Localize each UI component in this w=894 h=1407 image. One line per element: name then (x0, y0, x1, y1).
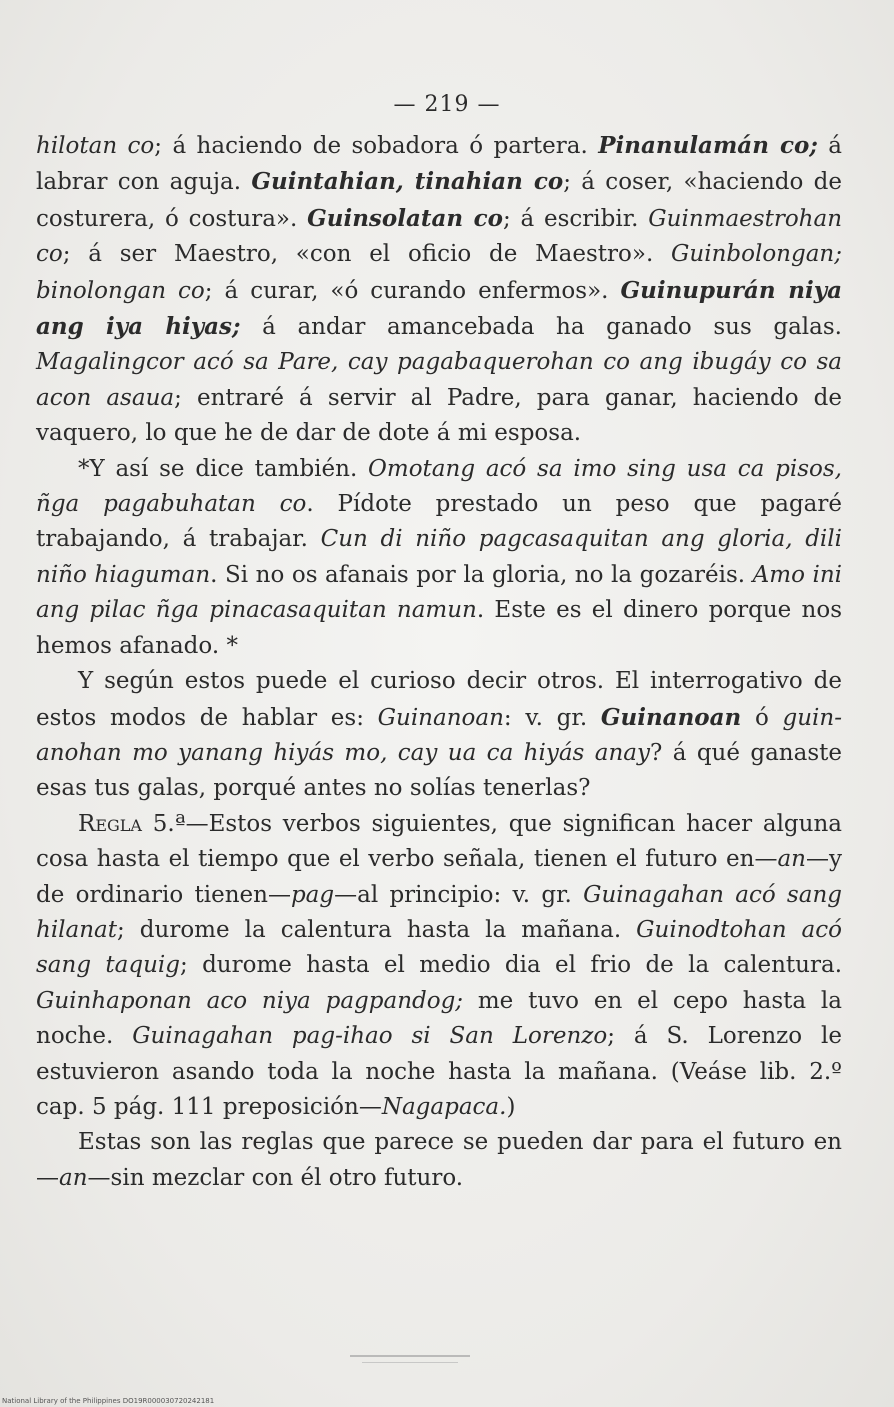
text-run: . Pídote prestado un peso que pagaré trabajando, á trabajar. (36, 491, 842, 553)
text-run: Guinagahan acó sang hilanat (36, 881, 842, 943)
text-run: Guinhaponan aco niya pagpandog; (36, 987, 464, 1014)
text-run: Guinbolongan; binolongan co (36, 241, 842, 304)
text-run: guin-anohan mo yanang hiyás mo, cay ua ca hiyás anay (36, 704, 842, 766)
text-run: Estas son las reglas que parece se pueden dar para el futuro en— (36, 1129, 842, 1191)
text-run: me tuvo en el cepo hasta la noche. (36, 987, 842, 1050)
text-run: . Este es el dinero porque nos hemos afanado. * (36, 597, 843, 659)
paragraph (36, 807, 842, 1126)
text-run: . Si no os afanais por la gloria, no la gozaréis. (210, 561, 753, 588)
text-run: Pinanulamán co; (598, 132, 818, 159)
text-run: Guinodtohan acó sang taquig (36, 916, 842, 979)
paragraph (36, 664, 842, 807)
text-run: ; entraré á servir al Padre, para ganar, haciendo de vaquero, lo que he de dar de dote á mi esposa. (36, 384, 842, 447)
body-text (36, 128, 842, 1196)
text-run: ; á haciendo de sobadora ó partera. (154, 133, 599, 159)
text-run: Y según estos puede el curioso decir otros. El interrogativo de estos modos de hablar es: (36, 668, 842, 731)
text-run: ; á coser, «haciendo de costurera, ó costura». (36, 169, 843, 232)
text-run: an (59, 1164, 88, 1191)
text-run: : v. gr. (503, 704, 601, 731)
text-run: *Y así se dice también. (78, 455, 369, 482)
text-run: á andar amancebada ha ganado sus galas. (240, 314, 842, 341)
text-run: Nagapaca. (381, 1093, 507, 1120)
text-run: Guinmaestrohan co (36, 205, 843, 268)
text-run: hilotan co (36, 133, 155, 159)
text-run: an (777, 846, 806, 873)
text-run: ; á curar, «ó curando enfermos». (204, 277, 621, 304)
text-run: ) (506, 1093, 516, 1120)
library-footer: National Library of the Philippines DO19R000030720242181 (2, 1397, 215, 1405)
text-run: —y de ordinario tienen— (36, 846, 842, 908)
text-run: ; durome hasta el medio dia el frio de la calentura. (179, 952, 843, 979)
text-run: Guinanoan (600, 703, 742, 731)
text-run: —sin mezclar con él otro futuro. (87, 1164, 464, 1191)
paragraph (36, 452, 842, 664)
paragraph (36, 128, 842, 452)
text-run: ; durome la calentura hasta la mañana. (117, 916, 637, 943)
text-run: Guinupurán niya ang iya hiyas; (36, 276, 842, 341)
text-run: Amo ini ang pilac ñga pinacasaquitan namun (36, 561, 842, 624)
text-run: 5.ª—Estos verbos siguientes, que significan hacer alguna cosa hasta el tiempo que el verbo señala, tienen el futuro en— (36, 810, 842, 873)
closing-rule (350, 1355, 470, 1357)
text-run: ? á qué ganaste esas tus galas, porqué antes no solías tenerlas? (36, 739, 842, 802)
text-run: ; á S. Lorenzo le estuvieron asando toda la noche hasta la mañana. (Veáse lib. 2.º cap. 5 pág. 111 preposición— (36, 1023, 842, 1120)
text-run: Guintahian, tinahian co (251, 168, 564, 196)
text-run: Cun di niño pagcasaquitan ang gloria, dili niño hiaguman (36, 526, 842, 588)
text-run: ; á ser Maestro, «con el oficio de Maestro». (62, 241, 672, 268)
text-run: Magalingcor acó sa Pare, cay pagabaquerohan co ang ibugáy co sa acon asaua (36, 349, 842, 411)
text-run: Regla (78, 810, 142, 837)
text-run: pag (290, 881, 335, 908)
text-run: —al principio: v. gr. (334, 881, 584, 908)
text-run: Omotang acó sa imo sing usa ca pisos, ñga pagabuhatan co (36, 455, 842, 518)
text-run: Guinanoan (377, 704, 504, 731)
paragraph (36, 1125, 842, 1196)
page-number: — 219 — (393, 92, 501, 117)
text-run: ; á escribir. (502, 205, 649, 232)
closing-rule-secondary (362, 1362, 458, 1363)
text-run: ó (741, 704, 783, 731)
text-run: Guinagahan pag-ihao si San Lorenzo (132, 1023, 608, 1050)
text-run: á labrar con aguja. (36, 133, 842, 196)
text-run: Guinsolatan co (307, 204, 503, 232)
